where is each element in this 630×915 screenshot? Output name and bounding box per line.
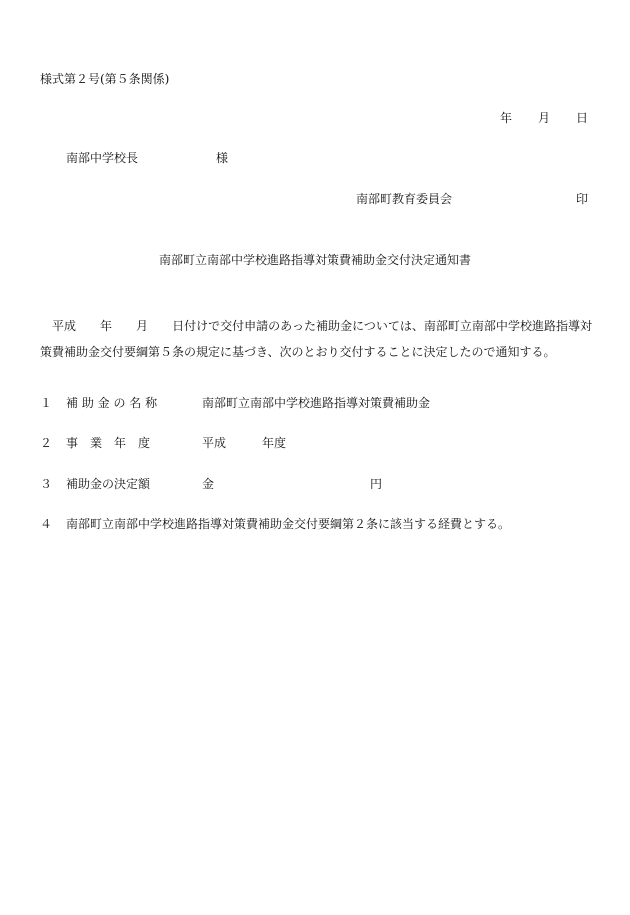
item-fiscal-year [40, 436, 286, 450]
item-subsidy-name [40, 396, 430, 410]
date-year: 年 [499, 111, 512, 125]
issuer-name: 南部町教育委員会 [356, 192, 453, 206]
addressee-name: 南部中学校長 [66, 151, 139, 165]
item-label: 補助金の決定額 [66, 477, 151, 491]
item-decided-amount [40, 477, 382, 491]
date-line [500, 111, 588, 125]
item-label: 事 業 年 度 [66, 436, 151, 450]
item-label: 補 助 金 の 名 称 [66, 396, 158, 410]
item-value: 南部町立南部中学校進路指導対策費補助金 [202, 396, 431, 410]
date-month: 月 [537, 111, 550, 125]
addressee [66, 151, 228, 165]
item-text: 南部町立南部中学校進路指導対策費補助金交付要綱第２条に該当する経費とする。 [66, 517, 511, 531]
date-day: 日 [575, 111, 588, 125]
addressee-honorific: 様 [216, 151, 229, 165]
item-number: ３ [40, 477, 53, 491]
item-eligible-expenses [40, 517, 510, 531]
seal-mark: 印 [575, 192, 588, 206]
document-title: 南部町立南部中学校進路指導対策費補助金交付決定通知書 [158, 253, 471, 267]
item-value: 金 円 [202, 477, 383, 491]
item-number: ４ [40, 517, 53, 531]
item-number: １ [40, 396, 53, 410]
item-number: ２ [40, 436, 53, 450]
form-number: 様式第２号(第５条関係) [40, 72, 170, 86]
item-value: 平成 年度 [202, 436, 287, 450]
body-paragraph: 平成 年 月 日付けで交付申請のあった補助金については、南部町立南部中学校進路指導対策費補助金交付要綱第５条の規定に基づき、次のとおり交付することに決定したので通知する。 [40, 319, 592, 359]
